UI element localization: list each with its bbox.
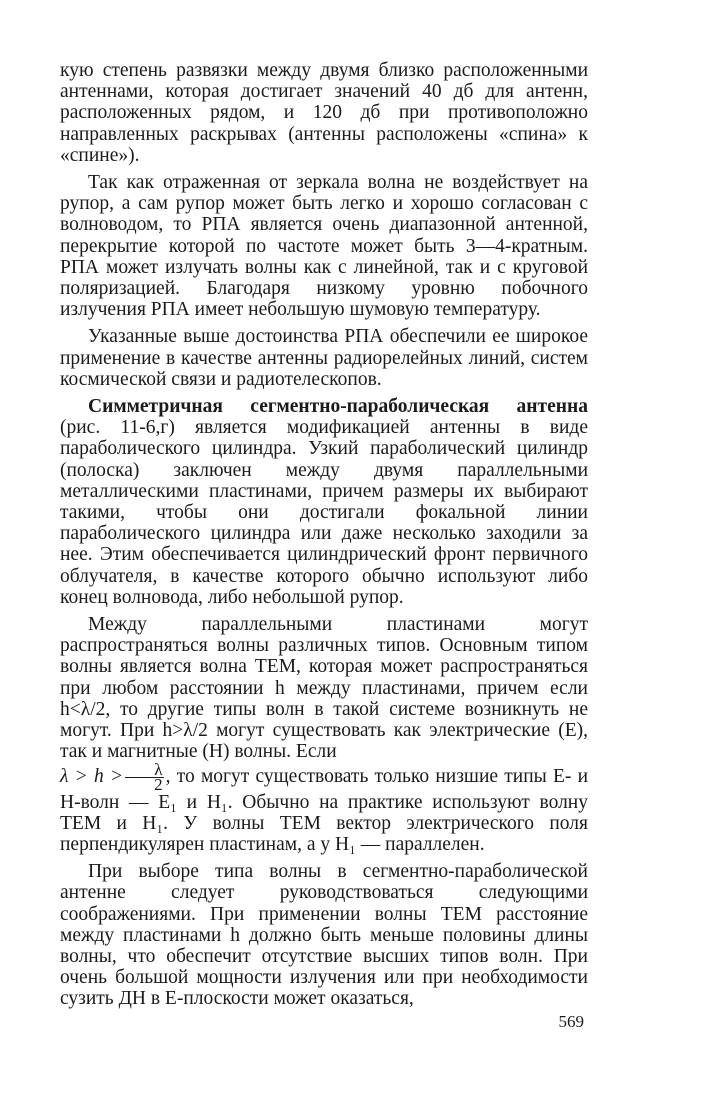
paragraph-1: кую степень развязки между двумя близко расположенными антеннами, которая достигает значений 40 дб для антенн, расположенных рядом, и 120 дб при противоположно направленных раскрывах (антенны расположены «спина» к «спине»). — [60, 60, 588, 166]
formula-lhs: λ > h > — [60, 765, 124, 787]
page-number: 569 — [558, 1012, 584, 1031]
formula-fraction — [125, 759, 164, 794]
section-heading: Симметричная сегментно-параболическая антенна — [88, 396, 588, 418]
paragraph-5-part-b: , то могут существовать только низшие типы E- и H-волн — E₁ и H₁. Обычно на практике используют волну ТЕМ и H₁. У волны ТЕМ вектор электрического поля перпендикулярен пластинам, а у H₁ — параллелен. — [60, 765, 588, 855]
paragraph-4-body: (рис. 11-6,г) является модификацией антенны в виде параболического цилиндра. Узкий параболический цилиндр (полоска) заключен между двумя параллельными металлическими пластинами, причем размеры их выбирают такими, чтобы они достигали фокальной линии параболического цилиндра или даже несколько заходили за нее. Этим обеспечивается цилиндрический фронт первичного облучателя, в качестве которого обычно используют либо конец волновода, либо небольшой рупор. — [60, 417, 588, 608]
paragraph-5 — [60, 614, 588, 855]
paragraph-2: Так как отраженная от зеркала волна не воздействует на рупор, а сам рупор может быть легко и хорошо согласован с волноводом, то РПА является очень диапазонной антенной, перекрытие которой по частоте может быть 3—4-кратным. РПА может излучать волны как с линейной, так и с круговой поляризацией. Благодаря низкому уровню побочного излучения РПА имеет небольшую шумовую температуру. — [60, 172, 588, 321]
paragraph-3: Указанные выше достоинства РПА обеспечили ее широкое применение в качестве антенны радиорелейных линий, систем космической связи и радиотелескопов. — [60, 326, 588, 390]
paragraph-5-part-a: Между параллельными пластинами могут распространяться волны различных типов. Основным типом волны является волна ТЕМ, которая может распространяться при любом расстоянии h между пластинами, причем если h<λ/2, то другие типы волн в такой системе возникнуть не могут. При h>λ/2 могут существовать как электрические (E), так и магнитные (H) волны. Если — [60, 614, 588, 763]
page-text — [60, 60, 588, 1010]
paragraph-6: При выборе типа волны в сегментно-параболической антенне следует руководствоваться следующими соображениями. При применении волны ТЕМ расстояние между пластинами h должно быть меньше половины длины волны, что обеспечит отсутствие высших типов волн. При очень большой мощности излучения или при необходимости сузить ДН в E-плоскости может оказаться, — [60, 861, 588, 1010]
paragraph-4 — [60, 396, 588, 608]
fraction-numerator: λ — [125, 763, 164, 778]
fraction-denominator: 2 — [154, 774, 163, 794]
